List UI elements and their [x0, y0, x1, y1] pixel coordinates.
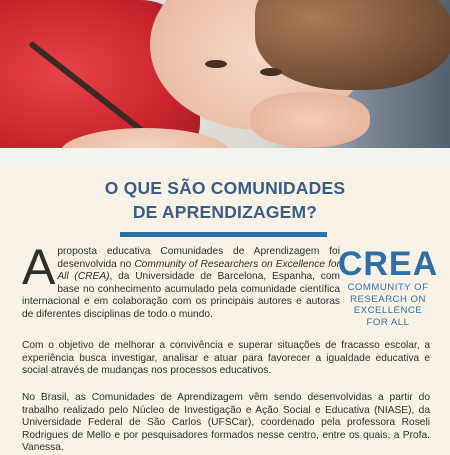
child-hand	[250, 92, 370, 147]
title-line-1: O QUE SÃO COMUNIDADES	[104, 178, 346, 198]
crea-logo	[336, 246, 440, 328]
intro-paragraph	[22, 239, 340, 322]
crea-full-name: Community of Researchers on Excellence for All (CREA)	[57, 258, 340, 283]
intro-text-end: , da Universidade de Barcelona, Espanha, com base no conhecimento acumulado pela comunidade científica internacional e em colaboração com os principais autores e autoras de diferentes disciplinas de todo o mundo.	[22, 271, 340, 320]
child-eye	[205, 60, 227, 68]
drop-cap: A	[22, 239, 56, 295]
crea-logo-line-1: COMMUNITY OF	[347, 282, 429, 293]
child-eye	[260, 68, 282, 76]
page-title	[0, 176, 450, 224]
crea-logo-line-3: EXCELLENCE	[353, 305, 423, 316]
crea-logo-line-2: RESEARCH ON	[350, 293, 426, 305]
crea-logo-line-4: FOR ALL	[366, 316, 410, 328]
title-underline	[120, 232, 327, 237]
objective-paragraph: Com o objetivo de melhorar a convivência e superar situações de fracasso escolar, a experiência busca investigar, analisar e atuar para favorecer a igualdade educativa e social através de mudanças nos processos educativos.	[22, 340, 430, 377]
hero-photo	[0, 0, 450, 163]
brazil-paragraph: No Brasil, as Comunidades de Aprendizagem vêm sendo desenvolvidas a partir do trabalho realizado pelo Núcleo de Investigação e Ação Social e Educativa (NIASE), da Universidade Federal de São Carlos (UFSCar), coordenado pela professora Roseli Rodrigues de Mello e por pesquisadores formados nesse centro, entre os quais, a Profa. Vanessa.	[22, 392, 430, 454]
title-line-2: DE APRENDIZAGEM?	[132, 202, 318, 222]
crea-logo-word: CREA	[337, 245, 439, 283]
intro-text-start: proposta educativa Comunidades de Aprendizagem foi desenvolvida no	[57, 246, 340, 270]
paper-sheet	[0, 148, 450, 163]
